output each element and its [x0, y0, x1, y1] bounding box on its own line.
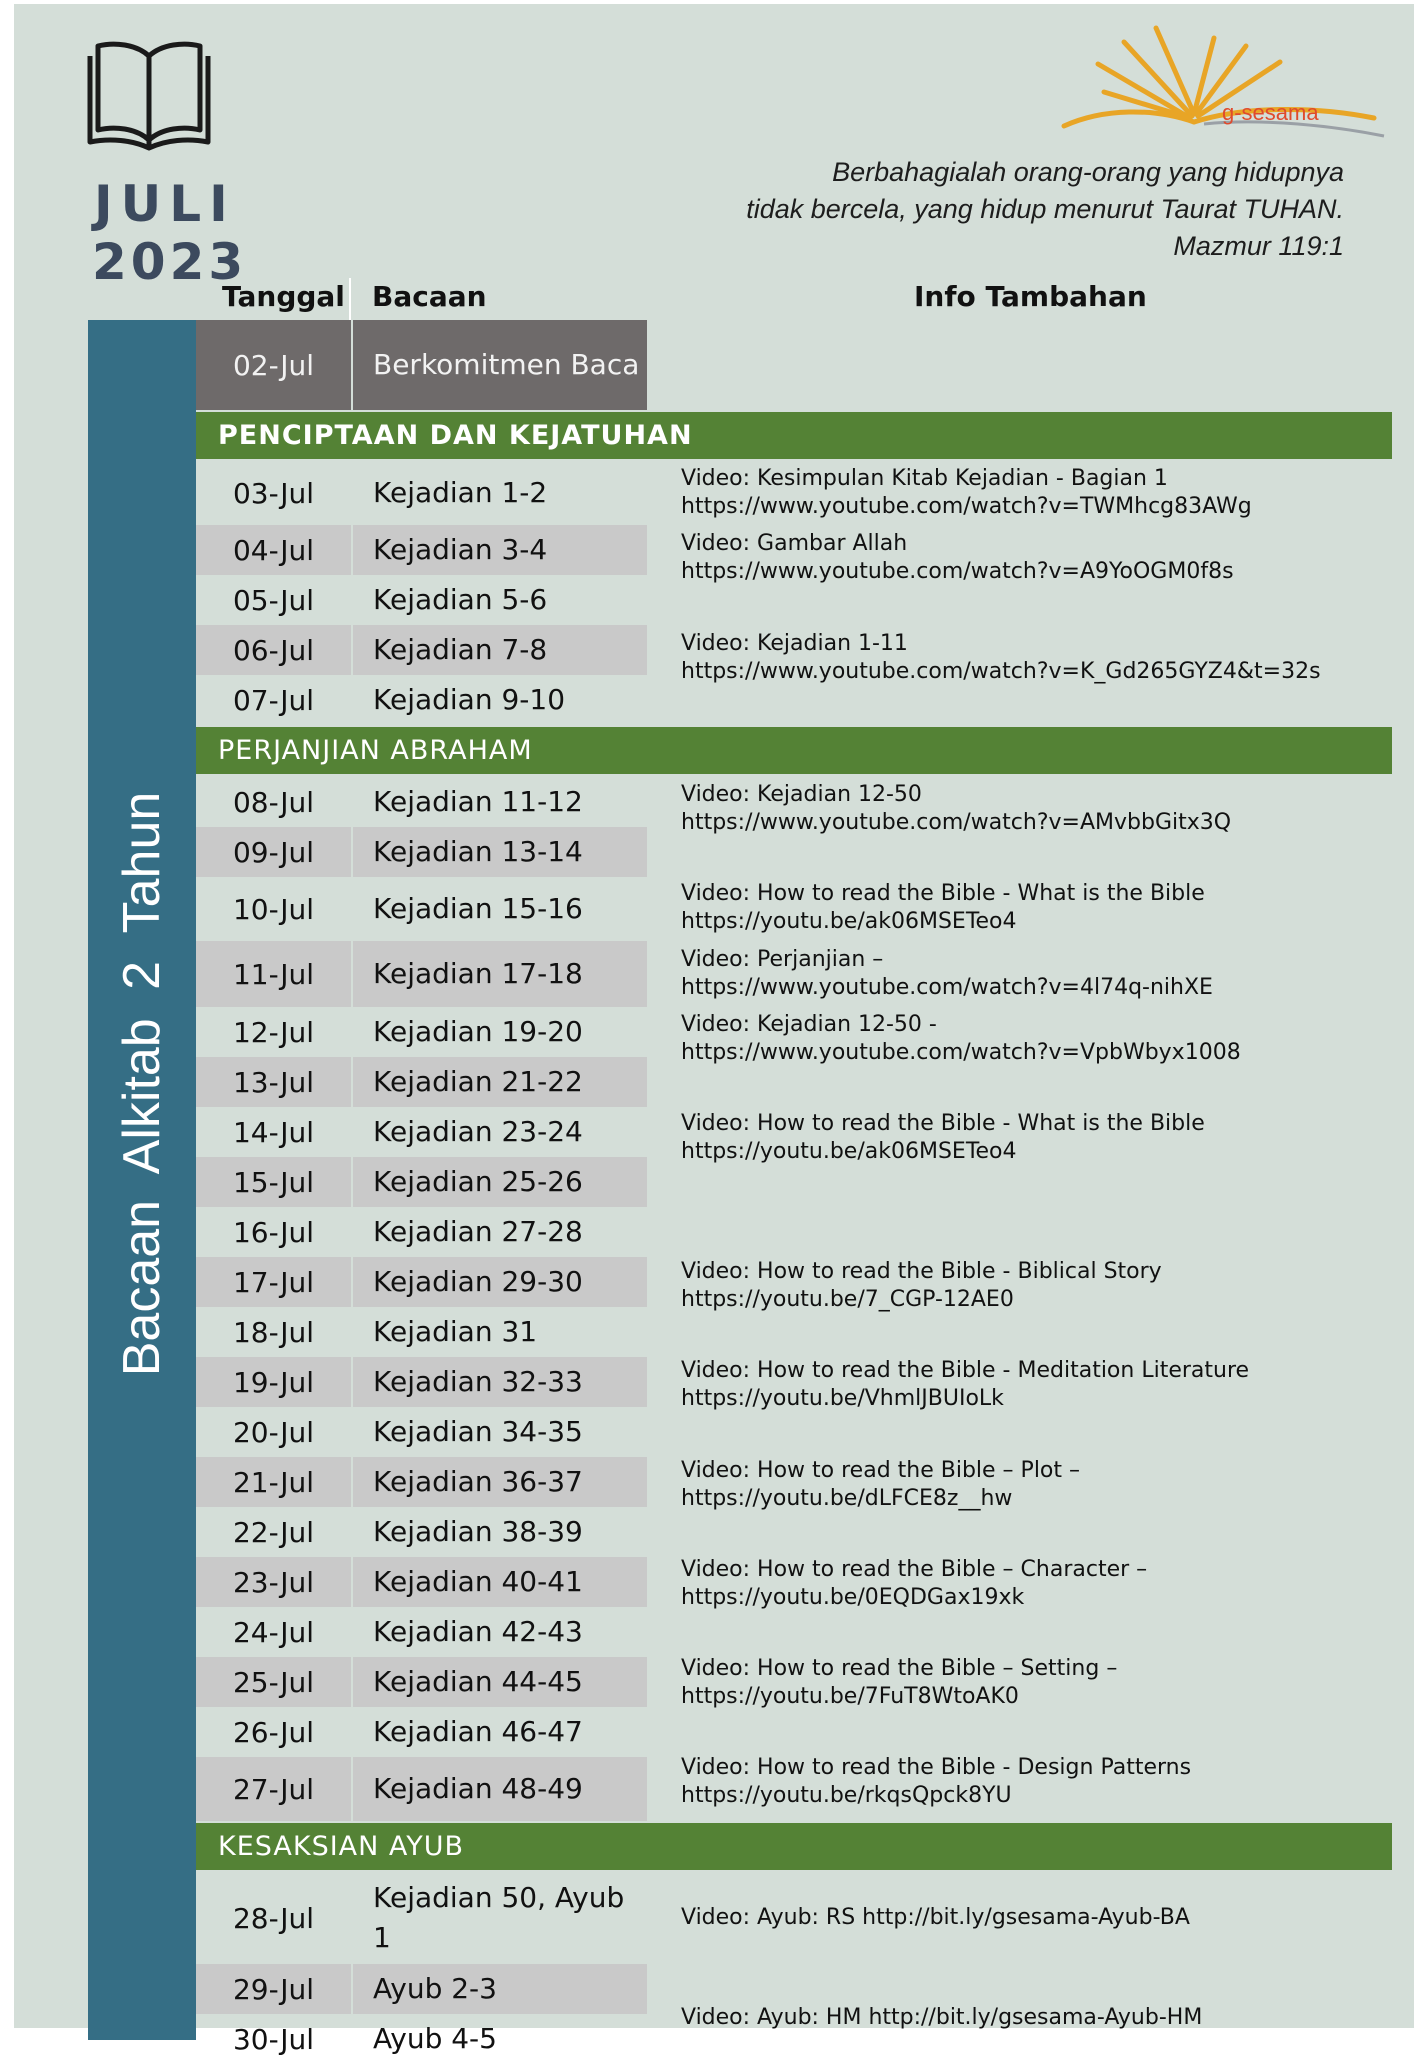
- info-title: Video: Kesimpulan Kitab Kejadian - Bagian 1: [681, 466, 1168, 491]
- date-cell: 22-Jul: [232, 1515, 315, 1549]
- date-cell: 02-Jul: [196, 320, 351, 410]
- reading-cell: Kejadian 38-39: [373, 1515, 583, 1548]
- reading-cell: Kejadian 46-47: [373, 1715, 583, 1748]
- reading-cell: Kejadian 50, Ayub 1: [373, 1881, 625, 1954]
- reading-cell: Ayub 2-3: [353, 1964, 647, 2014]
- info-title: Video: How to read the Bible – Setting –: [681, 1656, 1118, 1681]
- info-entry: [681, 1655, 1401, 1711]
- info-entry: [681, 1904, 1401, 1932]
- info-entry: [681, 530, 1401, 586]
- info-title: Video: How to read the Bible – Character –: [681, 1557, 1148, 1582]
- date-cell: 08-Jul: [232, 785, 315, 819]
- info-entry: [681, 2004, 1401, 2032]
- info-entry: [681, 1357, 1401, 1413]
- info-link[interactable]: https://youtu.be/VhmlJBUIoLk: [681, 1386, 1004, 1411]
- info-link[interactable]: https://youtu.be/7FuT8WtoAK0: [681, 1684, 1019, 1709]
- reading-cell: Kejadian 29-30: [353, 1257, 647, 1307]
- info-link[interactable]: https://www.youtube.com/watch?v=K_Gd265GYZ4&t=32s: [681, 659, 1321, 684]
- reading-plan-page: [14, 4, 1414, 2056]
- info-entry: [681, 946, 1401, 1002]
- info-entry: [681, 1754, 1401, 1810]
- date-cell: 09-Jul: [196, 827, 351, 877]
- bible-verse: [746, 154, 1344, 265]
- reading-cell: Kejadian 3-4: [353, 525, 647, 575]
- info-title: Video: Kejadian 12-50 -: [681, 1012, 937, 1037]
- info-entry: [681, 1110, 1401, 1166]
- reading-cell: Kejadian 32-33: [353, 1357, 647, 1407]
- info-link[interactable]: https://www.youtube.com/watch?v=AMvbbGitx3Q: [681, 810, 1232, 835]
- section-header: PENCIPTAAN DAN KEJATUHAN: [196, 412, 1392, 459]
- verse-reference: Mazmur 119:1: [1173, 231, 1344, 261]
- date-cell: 18-Jul: [232, 1315, 315, 1349]
- date-cell: 03-Jul: [232, 476, 315, 510]
- date-cell: 28-Jul: [232, 1901, 315, 1935]
- date-cell: 14-Jul: [232, 1115, 315, 1149]
- info-entry: [681, 880, 1401, 936]
- open-book-icon: [86, 34, 212, 154]
- reading-cell: Berkomitmen Baca: [353, 320, 647, 410]
- info-entry: [681, 1011, 1401, 1067]
- reading-cell: Kejadian 17-18: [353, 941, 647, 1007]
- reading-cell: Kejadian 42-43: [373, 1615, 583, 1648]
- reading-cell: Kejadian 23-24: [373, 1115, 583, 1148]
- reading-cell: Kejadian 9-10: [373, 683, 566, 716]
- date-cell: 30-Jul: [232, 2022, 315, 2056]
- info-title: Video: Perjanjian –: [681, 947, 884, 972]
- info-title: Video: Kejadian 12-50: [681, 782, 922, 807]
- reading-cell: Kejadian 7-8: [353, 625, 647, 675]
- date-cell: 10-Jul: [232, 892, 315, 926]
- info-entry: [681, 465, 1401, 521]
- info-link[interactable]: https://youtu.be/dLFCE8z__hw: [681, 1486, 1013, 1511]
- info-title: Video: How to read the Bible - Meditation Literature: [681, 1358, 1250, 1383]
- reading-cell: Kejadian 21-22: [353, 1057, 647, 1107]
- reading-cell: Kejadian 48-49: [353, 1757, 647, 1821]
- info-link[interactable]: https://youtu.be/rkqsQpck8YU: [681, 1783, 1012, 1808]
- month-label: JULI: [94, 175, 236, 233]
- info-entry: [681, 1258, 1401, 1314]
- date-cell: 26-Jul: [232, 1715, 315, 1749]
- date-cell: 19-Jul: [196, 1357, 351, 1407]
- info-link[interactable]: https://www.youtube.com/watch?v=A9YoOGM0f8s: [681, 559, 1234, 584]
- date-cell: 15-Jul: [196, 1157, 351, 1207]
- info-link[interactable]: https://youtu.be/ak06MSETeo4: [681, 909, 1017, 934]
- section-header: PERJANJIAN ABRAHAM: [196, 727, 1392, 774]
- reading-cell: Kejadian 44-45: [353, 1657, 647, 1707]
- info-entry: [681, 1556, 1401, 1612]
- reading-cell: Ayub 4-5: [373, 2022, 497, 2055]
- column-header-date: Tanggal: [222, 280, 345, 313]
- reading-cell: Kejadian 11-12: [373, 785, 583, 818]
- info-link[interactable]: Video: Ayub: RS http://bit.ly/gsesama-Ayub-BA: [681, 1905, 1190, 1930]
- logo-text: g-sesama: [1222, 100, 1319, 125]
- reading-cell: Kejadian 27-28: [373, 1215, 583, 1248]
- verse-line: tidak bercela, yang hidup menurut Taurat TUHAN.: [746, 194, 1344, 224]
- date-cell: 23-Jul: [196, 1557, 351, 1607]
- date-cell: 06-Jul: [196, 625, 351, 675]
- reading-cell: Kejadian 19-20: [373, 1015, 583, 1048]
- info-link[interactable]: Video: Ayub: HM http://bit.ly/gsesama-Ayub-HM: [681, 2005, 1203, 2030]
- column-header-info: Info Tambahan: [914, 280, 1147, 313]
- date-cell: 16-Jul: [232, 1215, 315, 1249]
- date-cell: 20-Jul: [232, 1415, 315, 1449]
- reading-cell: Kejadian 15-16: [373, 892, 583, 925]
- info-title: Video: How to read the Bible - Biblical Story: [681, 1259, 1162, 1284]
- info-title: Video: Kejadian 1-11: [681, 631, 908, 656]
- date-cell: 29-Jul: [196, 1964, 351, 2014]
- date-cell: 11-Jul: [196, 941, 351, 1007]
- info-title: Video: How to read the Bible - What is the Bible: [681, 1111, 1205, 1136]
- reading-cell: Kejadian 34-35: [373, 1415, 583, 1448]
- g-sesama-logo: [1044, 18, 1384, 148]
- date-cell: 13-Jul: [196, 1057, 351, 1107]
- reading-cell: Kejadian 31: [373, 1315, 538, 1348]
- sidebar-title: Bacaan Alkitab 2 Tahun: [113, 791, 171, 1377]
- year-label: 2023: [92, 233, 248, 291]
- info-entry: [681, 1457, 1401, 1513]
- date-cell: 05-Jul: [232, 583, 315, 617]
- info-link[interactable]: https://www.youtube.com/watch?v=4l74q-nihXE: [681, 975, 1213, 1000]
- info-entry: [681, 630, 1401, 686]
- info-link[interactable]: https://youtu.be/ak06MSETeo4: [681, 1139, 1017, 1164]
- info-link[interactable]: https://youtu.be/7_CGP-12AE0: [681, 1287, 1014, 1312]
- date-cell: 04-Jul: [196, 525, 351, 575]
- date-cell: 07-Jul: [232, 683, 315, 717]
- reading-cell: Kejadian 1-2: [373, 476, 548, 509]
- info-title: Video: How to read the Bible – Plot –: [681, 1458, 1081, 1483]
- reading-cell: Kejadian 40-41: [353, 1557, 647, 1607]
- date-cell: 21-Jul: [196, 1457, 351, 1507]
- info-title: Video: How to read the Bible - Design Patterns: [681, 1755, 1192, 1780]
- date-cell: 17-Jul: [196, 1257, 351, 1307]
- info-entry: [681, 781, 1401, 837]
- reading-cell: Kejadian 36-37: [353, 1457, 647, 1507]
- date-cell: 24-Jul: [232, 1615, 315, 1649]
- verse-line: Berbahagialah orang-orang yang hidupnya: [832, 157, 1344, 187]
- info-link[interactable]: https://www.youtube.com/watch?v=VpbWbyx1008: [681, 1040, 1241, 1065]
- date-cell: 27-Jul: [196, 1757, 351, 1821]
- reading-cell: Kejadian 13-14: [353, 827, 647, 877]
- header-divider: [349, 278, 351, 320]
- section-header: KESAKSIAN AYUB: [196, 1823, 1392, 1870]
- date-cell: 12-Jul: [232, 1015, 315, 1049]
- info-title: Video: How to read the Bible - What is the Bible: [681, 881, 1205, 906]
- info-title: Video: Gambar Allah: [681, 531, 908, 556]
- info-link[interactable]: https://www.youtube.com/watch?v=TWMhcg83AWg: [681, 494, 1252, 519]
- reading-cell: Kejadian 5-6: [373, 583, 548, 616]
- column-header-reading: Bacaan: [372, 280, 487, 313]
- reading-cell: Kejadian 25-26: [353, 1157, 647, 1207]
- date-cell: 25-Jul: [196, 1657, 351, 1707]
- info-link[interactable]: https://youtu.be/0EQDGax19xk: [681, 1585, 1025, 1610]
